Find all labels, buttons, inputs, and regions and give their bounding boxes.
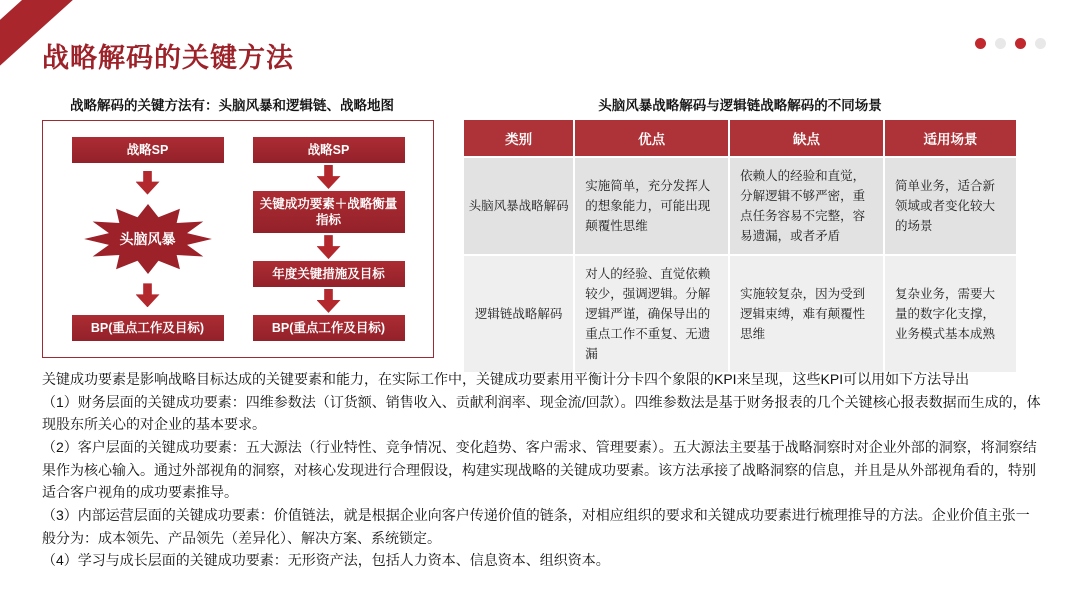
scenario-comparison-table (462, 118, 1018, 374)
pagination (975, 38, 1046, 49)
down-arrow-icon (317, 235, 341, 259)
flow-box-bp-2: BP(重点工作及目标) (253, 315, 405, 341)
flow-diagram (42, 120, 434, 358)
body-paragraph: 关键成功要素是影响战略目标达成的关键要素和能力，在实际工作中，关键成功要素用平衡计分卡四个象限的KPI来呈现，这些KPI可以用如下方法导出 (42, 371, 970, 387)
pagination-dot[interactable] (1035, 38, 1046, 49)
pros-cell: 对人的经验、直觉依赖较少，强调逻辑。分解逻辑严谨，确保导出的重点工作不重复、无遗漏 (575, 256, 728, 372)
flow-box-key-success-factors: 关键成功要素＋战略衡量指标 (253, 191, 405, 234)
down-arrow-icon (317, 165, 341, 189)
flow-column-brainstorm (72, 137, 224, 341)
table-header-pros: 优点 (575, 120, 728, 156)
body-paragraph: （4）学习与成长层面的关键成功要素：无形资产法，包括人力资本、信息资本、组织资本。 (42, 552, 610, 569)
down-arrow-icon (136, 171, 160, 195)
pagination-dot[interactable] (975, 38, 986, 49)
category-cell: 逻辑链战略解码 (464, 256, 573, 372)
table-header-row (464, 120, 1016, 156)
body-paragraph: （1）财务层面的关键成功要素：四维参数法（订货额、销售收入、贡献利润率、现金流/回款）。四维参数法是基于财务报表的几个关键核心报表数据而生成的，体现股东所关心的对企业的基本要求。 (42, 393, 1041, 433)
key-success-factors-text (42, 368, 1042, 572)
flow-box-strategy-sp-1: 战略SP (72, 137, 224, 163)
scene-cell: 简单业务，适合新领域或者变化较大的场景 (885, 158, 1016, 254)
brainstorm-burst (82, 202, 214, 276)
brainstorm-label: 头脑风暴 (119, 231, 176, 247)
right-section-heading: 头脑风暴战略解码与逻辑链战略解码的不同场景 (598, 98, 882, 113)
page-title: 战略解码的关键方法 (42, 43, 294, 73)
down-arrow-icon (317, 289, 341, 313)
table-row (464, 158, 1016, 254)
body-paragraph: （3）内部运营层面的关键成功要素：价值链法，就是根据企业向客户传递价值的链条，对相应组织的要求和关键成功要素进行梳理推导的方法。企业价值主张一般分为：成本领先、产品领先（差异化）、解决方案、系统锁定。 (42, 507, 1030, 546)
table-row (464, 256, 1016, 372)
category-cell: 头脑风暴战略解码 (464, 158, 573, 254)
pagination-dot[interactable] (995, 38, 1006, 49)
table-header-scene: 适用场景 (885, 120, 1016, 156)
pros-cell: 实施简单，充分发挥人的想象能力，可能出现颠覆性思维 (575, 158, 728, 254)
flow-box-annual-measures: 年度关键措施及目标 (253, 261, 405, 287)
body-paragraph: （2）客户层面的关键成功要素：五大源法（行业特性、竞争情况、变化趋势、客户需求、管理要素）。五大源法主要基于战略洞察时对企业外部的洞察，将洞察结果作为核心输入。通过外部视角的洞察，对核心发现进行合理假设，构建实现战略的关键成功要素。该方法承接了战略洞察的信息，并且是从外部视角看的，特别适合客户视角的成功要素推导。 (42, 439, 1037, 501)
cons-cell: 实施较复杂，因为受到逻辑束缚，难有颠覆性思维 (730, 256, 883, 372)
down-arrow-icon (136, 283, 160, 307)
flow-box-strategy-sp-2: 战略SP (253, 137, 405, 163)
flow-column-logic-chain (253, 137, 405, 341)
left-section-heading: 战略解码的关键方法有：头脑风暴和逻辑链、战略地图 (70, 98, 394, 113)
table-header-cons: 缺点 (730, 120, 883, 156)
table-header-category: 类别 (464, 120, 573, 156)
pagination-dot[interactable] (1015, 38, 1026, 49)
scene-cell: 复杂业务，需要大量的数字化支撑，业务模式基本成熟 (885, 256, 1016, 372)
cons-cell: 依赖人的经验和直觉，分解逻辑不够严密，重点任务容易不完整，容易遗漏，或者矛盾 (730, 158, 883, 254)
flow-box-bp-1: BP(重点工作及目标) (72, 315, 224, 341)
